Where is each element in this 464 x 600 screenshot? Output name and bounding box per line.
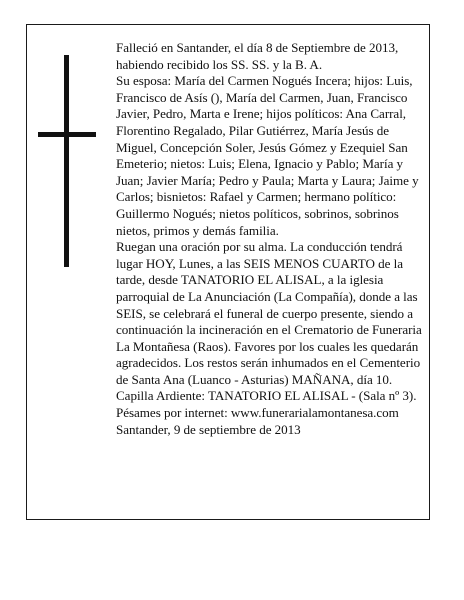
family-paragraph: Su esposa: María del Carmen Nogués Incera; hijos: Luis, Francisco de Asís (), María del Carmen, Juan, Francisco Javier, Pedro, Marta e Irene; hijos políticos: Ana Carral, Florentino Regalado, Pilar Gutiérrez, María Jesús de Miguel, Concepción Soler, Jesús Gómez y Ezequiel San Emeterio; nietos: Luis; Elena, Ignacio y Pablo; María y Juan; Javier María; Pedro y Paula; Marta y Laura; Jaime y Carlos; bisnietos: Rafael y Carmen; hermano político: Guillermo Nogués; nietos políticos, sobrinos, sobrinos nietos, primos y demás familia. bbox=[116, 73, 419, 238]
cross-vertical-bar bbox=[64, 55, 69, 267]
cross-horizontal-bar bbox=[38, 132, 96, 137]
death-notice-paragraph: Falleció en Santander, el día 8 de Septiembre de 2013, habiendo recibido los SS. SS. y la B. A. bbox=[116, 40, 399, 72]
cross-icon bbox=[38, 55, 98, 267]
obituary-text bbox=[116, 40, 422, 438]
date-place-paragraph: Santander, 9 de septiembre de 2013 bbox=[116, 421, 301, 437]
condolences-paragraph: Pésames por internet: www.funerarialamontanesa.com bbox=[116, 405, 399, 421]
funeral-details-paragraph: Ruegan una oración por su alma. La conducción tendrá lugar HOY, Lunes, a las SEIS MENOS CUARTO de la tarde, desde TANATORIO EL ALISAL, a la iglesia parroquial de La Anunciación (La Compañía), donde a las SEIS, se celebrará el funeral de cuerpo presente, siendo a continuación la incineración en el Crematorio de Funeraria La Montañesa (Raos). Favores por los cuales les quedarán agradecidos. Los restos serán inhumados en el Cementerio de Santa Ana (Luanco - Asturias) MAÑANA, día 10. Capilla Ardiente: TANATORIO EL ALISAL - (Sala nº 3). bbox=[116, 239, 422, 404]
